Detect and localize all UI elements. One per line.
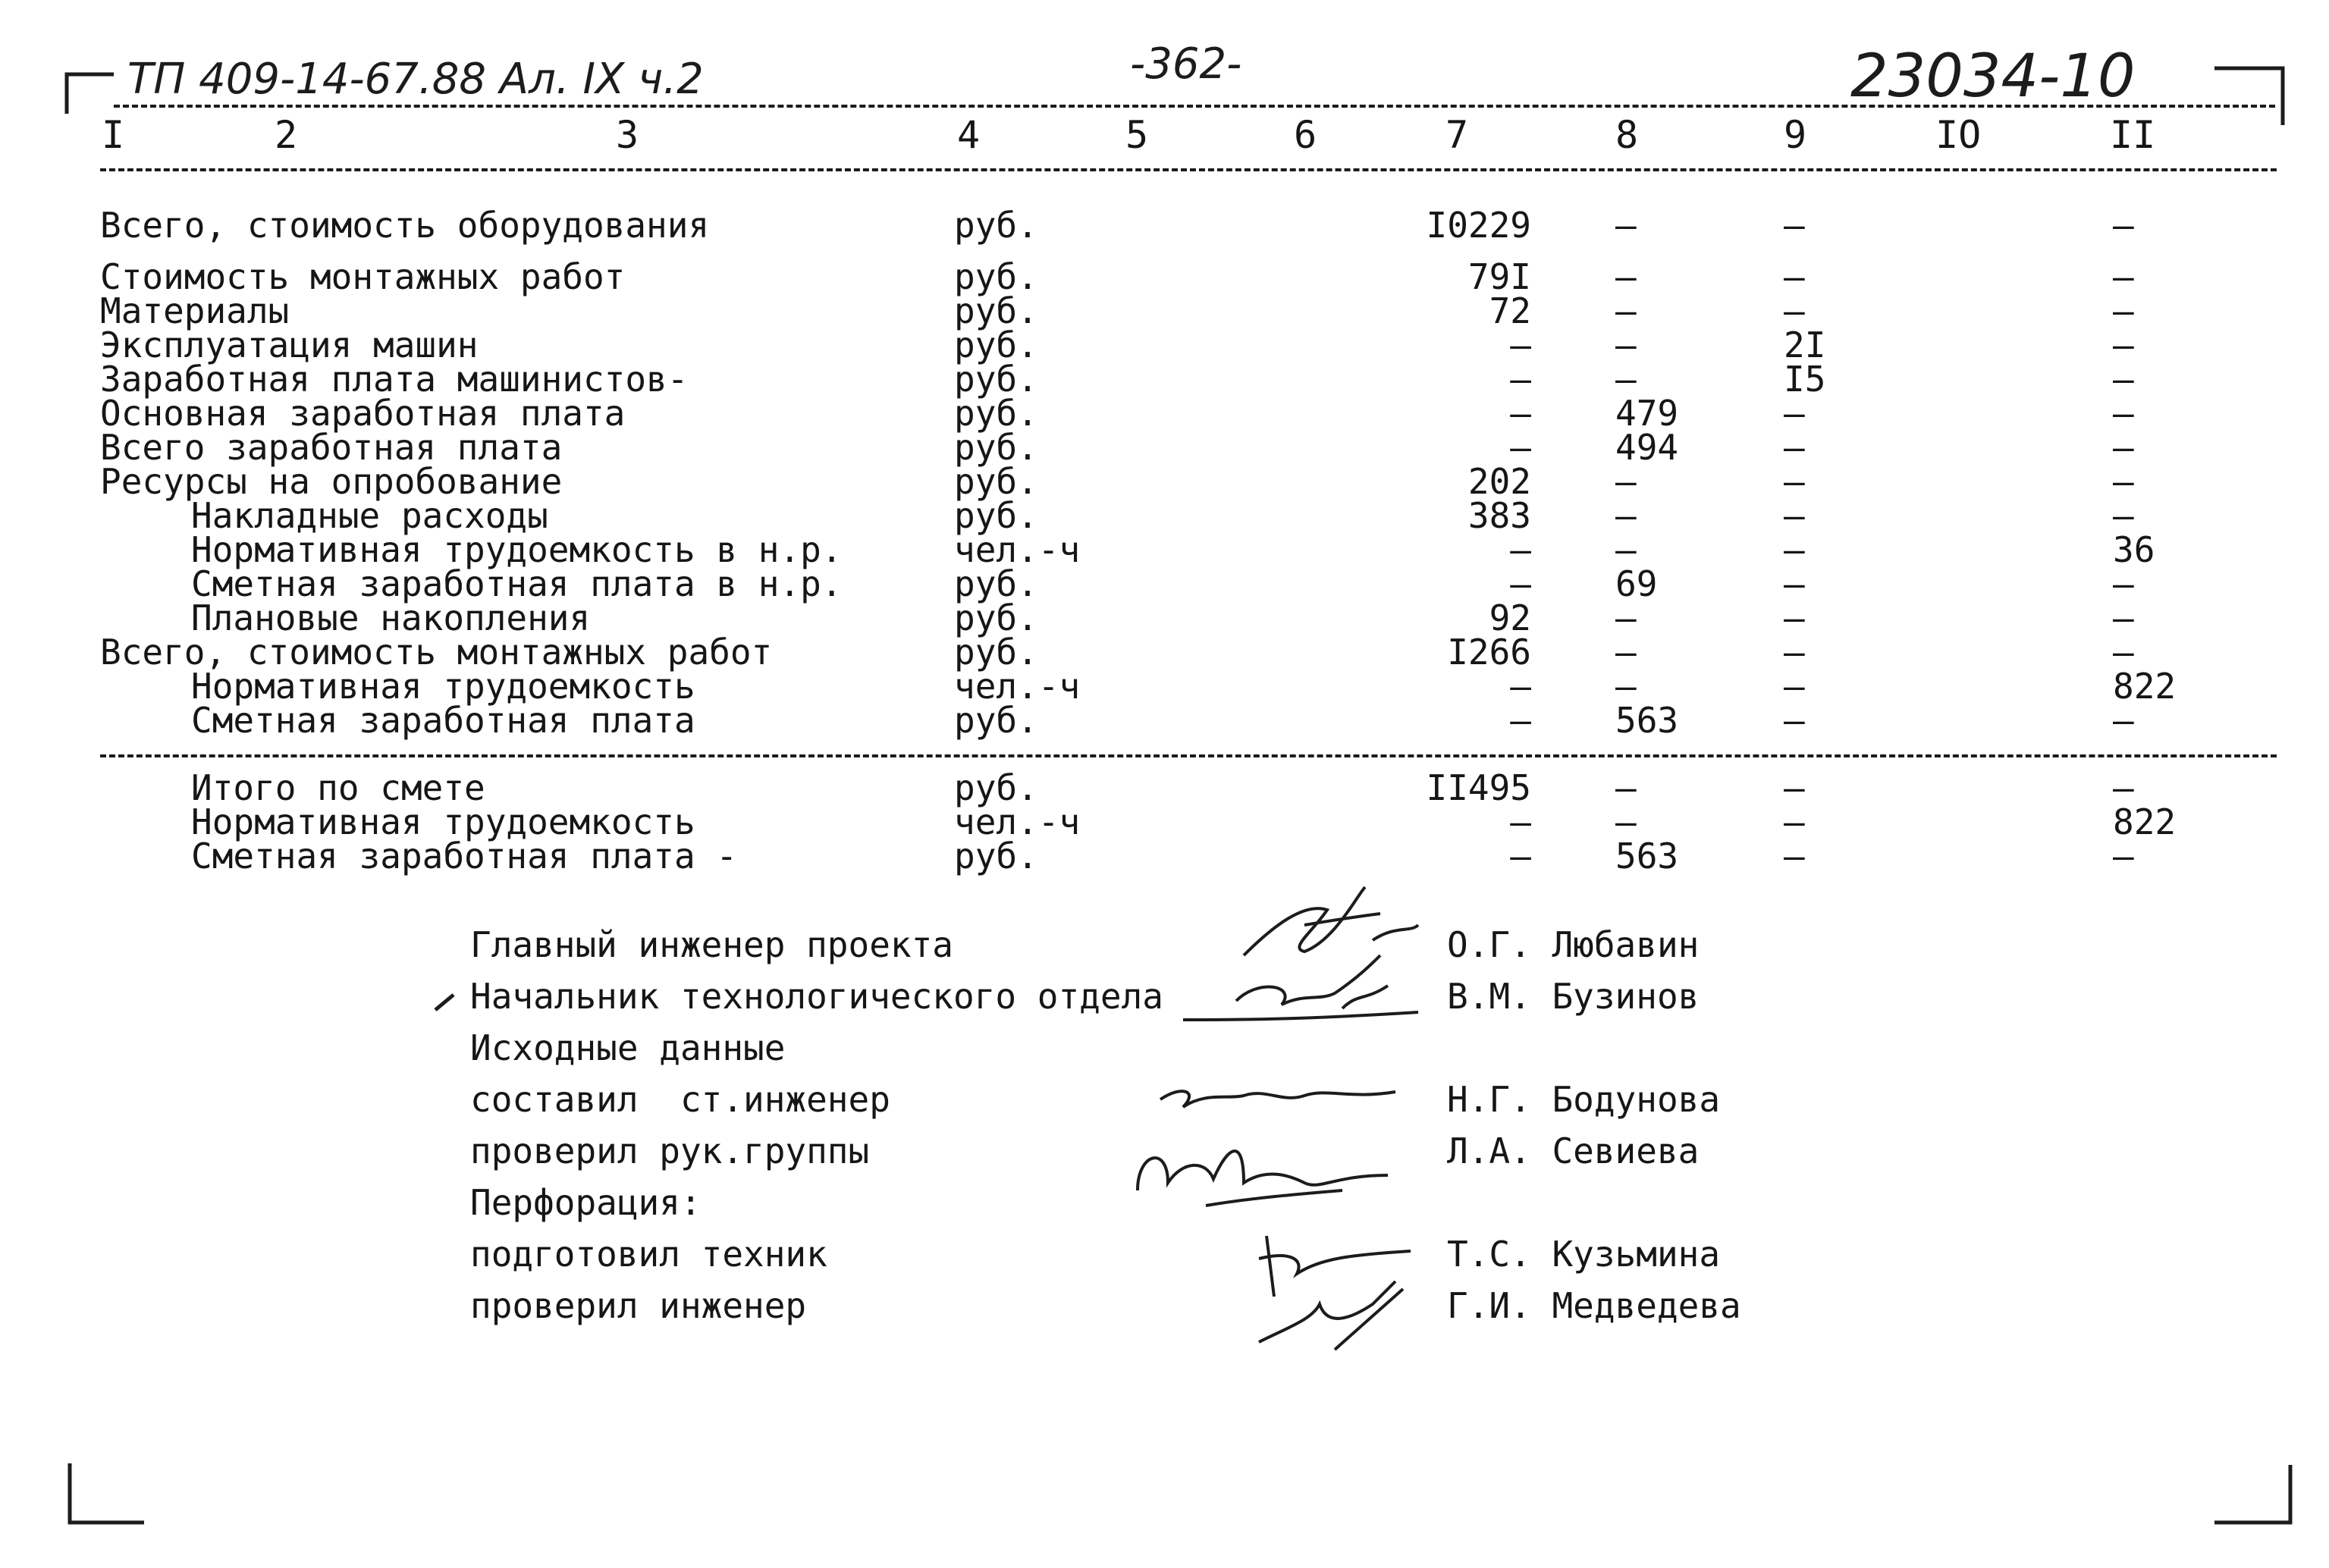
signature-name: Н.Г. Бодунова [1447,1079,1721,1120]
row-col9: – [1784,836,1805,877]
document-code: ТП 409-14-67.88 Ал. IX ч.2 [127,55,704,104]
totals-divider [100,754,2277,757]
row-col8: – [1615,256,1637,297]
row-label: Всего, стоимость оборудования [100,205,710,246]
row-label: Всего, стоимость монтажных работ [100,632,773,673]
row-col9: – [1784,495,1805,536]
row-col7: I266 [1447,632,1531,673]
signature-row [0,922,2329,967]
row-col8: – [1615,529,1637,570]
row-col8: – [1615,290,1637,331]
row-col11: – [2113,836,2134,877]
row-label: Нормативная трудоемкость [191,801,695,842]
row-unit: руб. [954,767,1038,808]
row-unit: руб. [954,205,1038,246]
row-unit: руб. [954,597,1038,638]
row-label: Сметная заработная плата в н.р. [191,563,843,604]
signature-name: Л.А. Севиева [1447,1131,1700,1171]
row-unit: руб. [954,461,1038,502]
row-col9: I5 [1784,359,1826,400]
header-bottom-rule [100,168,2277,171]
row-col11: 822 [2113,666,2177,707]
row-col9: 2I [1784,325,1826,365]
table-row [0,205,2329,246]
column-number-5: 5 [1125,113,1149,157]
column-number-7: 7 [1445,113,1469,157]
signature-scribble-sevieva [1115,1122,1395,1221]
row-col11: – [2113,495,2134,536]
row-col7: 383 [1467,495,1531,536]
table-row [0,529,2329,570]
signature-title: подготовил техник [470,1234,827,1275]
row-col9: – [1784,801,1805,842]
signature-title: Начальник технологического отдела [470,976,1163,1017]
row-col9: – [1784,393,1805,434]
row-label: Сметная заработная плата [191,700,695,741]
column-number-1: I [102,113,125,157]
signature-title: Перфорация: [470,1182,702,1223]
row-col7: – [1510,529,1531,570]
row-col11: – [2113,290,2134,331]
signature-title: составил ст.инженер [470,1079,890,1120]
column-number-3: 3 [616,113,639,157]
column-number-10: IO [1935,113,1982,157]
row-col11: – [2113,767,2134,808]
row-col7: – [1510,427,1531,468]
table-row [0,632,2329,673]
table-row [0,359,2329,400]
row-col9: – [1784,256,1805,297]
row-col9: – [1784,205,1805,246]
column-number-4: 4 [957,113,981,157]
row-label: Накладные расходы [191,495,548,536]
signature-scribble-bodunova [1153,1069,1403,1130]
row-col7: – [1510,359,1531,400]
row-label: Основная заработная плата [100,393,626,434]
row-col11: – [2113,359,2134,400]
row-col11: – [2113,597,2134,638]
row-unit: руб. [954,393,1038,434]
row-col9: – [1784,563,1805,604]
signature-title: Главный инженер проекта [470,924,953,965]
signature-name: В.М. Бузинов [1447,976,1700,1017]
row-col7: II495 [1426,767,1531,808]
row-col11: – [2113,205,2134,246]
row-col7: – [1510,666,1531,707]
row-col8: 494 [1615,427,1679,468]
table-row [0,290,2329,331]
row-label: Итого по смете [191,767,485,808]
row-col7: – [1510,325,1531,365]
row-col7: 202 [1467,461,1531,502]
signature-row [0,1283,2329,1328]
signature-name: Г.И. Медведева [1447,1285,1741,1326]
table-row [0,495,2329,536]
row-unit: руб. [954,290,1038,331]
table-row [0,597,2329,638]
totals-row [0,836,2329,877]
signature-scribble-buzinov [1168,948,1426,1039]
totals-row [0,801,2329,842]
row-col11: – [2113,427,2134,468]
row-col11: – [2113,632,2134,673]
row-col9: – [1784,461,1805,502]
row-col8: – [1615,597,1637,638]
row-label: Плановые накопления [191,597,591,638]
signature-name: Т.С. Кузьмина [1447,1234,1721,1275]
row-col8: 563 [1615,836,1679,877]
row-col7: 92 [1489,597,1531,638]
row-col11: – [2113,325,2134,365]
signature-name: О.Г. Любавин [1447,924,1700,965]
tick-mark-icon [431,986,461,1016]
row-unit: руб. [954,700,1038,741]
inventory-number: 23034-10 [1850,42,2136,111]
page-number: -362- [1130,39,1242,89]
signature-title: Исходные данные [470,1027,786,1068]
column-number-11: II [2110,113,2156,157]
row-label: Сметная заработная плата - [191,836,738,877]
row-unit: руб. [954,495,1038,536]
row-col7: 79I [1467,256,1531,297]
row-col8: – [1615,325,1637,365]
column-number-9: 9 [1784,113,1807,157]
column-number-8: 8 [1615,113,1639,157]
table-row [0,427,2329,468]
row-col9: – [1784,632,1805,673]
row-col11: – [2113,256,2134,297]
row-label: Ресурсы на опробование [100,461,563,502]
table-row [0,563,2329,604]
row-unit: руб. [954,563,1038,604]
row-unit: руб. [954,325,1038,365]
row-col8: 563 [1615,700,1679,741]
row-col8: – [1615,495,1637,536]
row-label: Всего заработная плата [100,427,563,468]
table-row [0,461,2329,502]
row-label: Стоимость монтажных работ [100,256,626,297]
row-label: Нормативная трудоемкость в н.р. [191,529,843,570]
signature-title: проверил рук.группы [470,1131,870,1171]
row-col9: – [1784,666,1805,707]
signature-row [0,1025,2329,1071]
row-col11: – [2113,563,2134,604]
table-row [0,256,2329,297]
table-row [0,393,2329,434]
row-col7: – [1510,563,1531,604]
row-unit: руб. [954,836,1038,877]
header-top-rule [114,105,2275,108]
row-unit: руб. [954,632,1038,673]
row-col8: – [1615,205,1637,246]
row-label: Материалы [100,290,290,331]
row-col11: 36 [2113,529,2155,570]
signature-scribble-medvedeva [1244,1274,1426,1357]
row-col7: I0229 [1426,205,1531,246]
row-col8: – [1615,461,1637,502]
row-col9: – [1784,290,1805,331]
signature-row [0,1231,2329,1277]
row-col8: – [1615,801,1637,842]
row-col8: 479 [1615,393,1679,434]
row-col7: – [1510,801,1531,842]
row-col7: – [1510,836,1531,877]
row-unit: руб. [954,359,1038,400]
row-unit: руб. [954,256,1038,297]
row-unit: руб. [954,427,1038,468]
row-col7: – [1510,393,1531,434]
row-label: Эксплуатация машин [100,325,479,365]
row-label: Нормативная трудоемкость [191,666,695,707]
table-row [0,666,2329,707]
row-unit: чел.-ч [954,529,1081,570]
signature-row [0,974,2329,1019]
row-col11: – [2113,700,2134,741]
row-col9: – [1784,597,1805,638]
column-number-2: 2 [275,113,298,157]
row-col11: – [2113,461,2134,502]
totals-row [0,767,2329,808]
table-row [0,325,2329,365]
row-col8: – [1615,767,1637,808]
signature-title: проверил инженер [470,1285,807,1326]
row-label: Заработная плата машинистов- [100,359,689,400]
row-col8: – [1615,632,1637,673]
row-unit: чел.-ч [954,801,1081,842]
row-col8: 69 [1615,563,1658,604]
row-col9: – [1784,767,1805,808]
row-col9: – [1784,700,1805,741]
row-col8: – [1615,359,1637,400]
row-unit: чел.-ч [954,666,1081,707]
row-col8: – [1615,666,1637,707]
column-number-6: 6 [1294,113,1317,157]
row-col7: – [1510,700,1531,741]
table-row [0,700,2329,741]
row-col11: – [2113,393,2134,434]
row-col9: – [1784,427,1805,468]
row-col7: 72 [1489,290,1531,331]
row-col9: – [1784,529,1805,570]
row-col11: 822 [2113,801,2177,842]
